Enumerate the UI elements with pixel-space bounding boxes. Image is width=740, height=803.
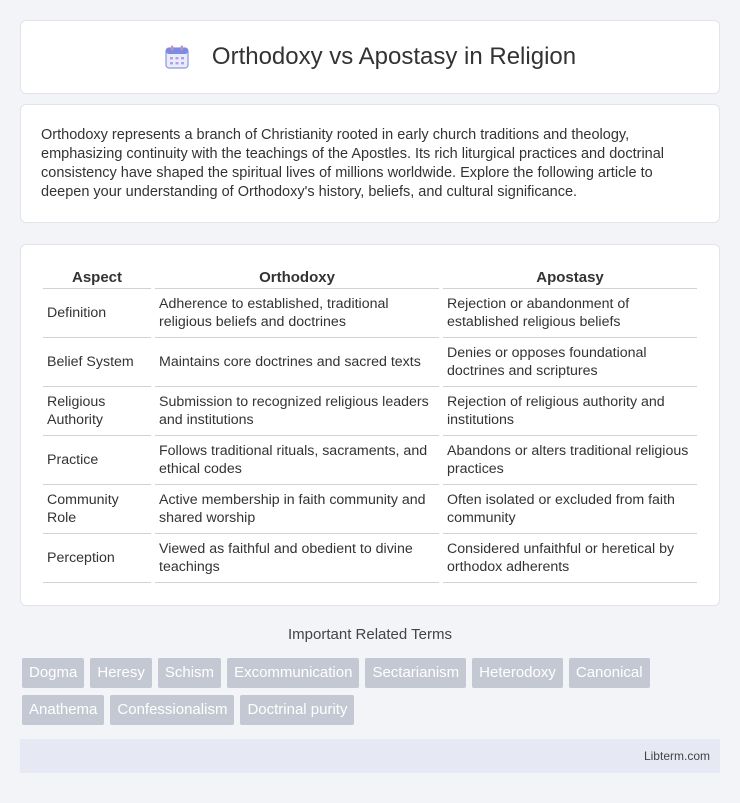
tag-heterodoxy[interactable]: Heterodoxy <box>472 658 563 688</box>
table-row <box>43 338 697 387</box>
cell-orthodoxy: Follows traditional rituals, sacraments, and ethical codes <box>155 436 439 485</box>
cell-apostasy: Rejection of religious authority and institutions <box>443 387 697 436</box>
comparison-table <box>39 265 701 583</box>
table-row <box>43 485 697 534</box>
table-row <box>43 534 697 583</box>
table-row <box>43 436 697 485</box>
tag-doctrinal-purity[interactable]: Doctrinal purity <box>240 695 354 725</box>
cell-aspect: Belief System <box>43 338 151 387</box>
footer <box>20 739 720 773</box>
page-title: Orthodoxy vs Apostasy in Religion <box>211 43 577 70</box>
cell-aspect: Community Role <box>43 485 151 534</box>
tag-anathema[interactable]: Anathema <box>22 695 104 725</box>
header-orthodoxy: Orthodoxy <box>155 265 439 289</box>
footer-site-link[interactable]: Libterm.com <box>643 749 710 763</box>
table-header-row <box>43 265 697 289</box>
cell-aspect: Practice <box>43 436 151 485</box>
cell-aspect: Definition <box>43 289 151 338</box>
tag-canonical[interactable]: Canonical <box>569 658 650 688</box>
table-row <box>43 387 697 436</box>
cell-orthodoxy: Maintains core doctrines and sacred texts <box>155 338 439 387</box>
table-row <box>43 289 697 338</box>
cell-orthodoxy: Viewed as faithful and obedient to divine teachings <box>155 534 439 583</box>
cell-orthodoxy: Active membership in faith community and shared worship <box>155 485 439 534</box>
cell-orthodoxy: Submission to recognized religious leaders and institutions <box>155 387 439 436</box>
header-aspect: Aspect <box>43 265 151 289</box>
cell-apostasy: Denies or opposes foundational doctrines and scriptures <box>443 338 697 387</box>
tag-dogma[interactable]: Dogma <box>22 658 84 688</box>
cell-orthodoxy: Adherence to established, traditional religious beliefs and doctrines <box>155 289 439 338</box>
header-apostasy: Apostasy <box>443 265 697 289</box>
tag-excommunication[interactable]: Excommunication <box>227 658 359 688</box>
related-terms-title: Important Related Terms <box>288 626 452 643</box>
tag-sectarianism[interactable]: Sectarianism <box>365 658 466 688</box>
tag-confessionalism[interactable]: Confessionalism <box>110 695 234 725</box>
cell-aspect: Perception <box>43 534 151 583</box>
intro-text: Orthodoxy represents a branch of Christianity rooted in early church traditions and theology, emphasizing continuity with the teachings of the Apostles. Its rich liturgical practices and doctrinal consistency have shaped the spiritual lives of millions worldwide. Explore the following article to deepen your understanding of Orthodoxy's history, beliefs, and cultural significance. <box>41 127 665 200</box>
cell-apostasy: Rejection or abandonment of established religious beliefs <box>443 289 697 338</box>
cell-apostasy: Often isolated or excluded from faith community <box>443 485 697 534</box>
header-card <box>20 20 720 94</box>
related-terms-tags <box>22 658 722 732</box>
intro-card <box>20 104 720 223</box>
cell-apostasy: Considered unfaithful or heretical by orthodox adherents <box>443 534 697 583</box>
comparison-table-card <box>20 244 720 606</box>
tag-schism[interactable]: Schism <box>158 658 221 688</box>
cell-apostasy: Abandons or alters traditional religious practices <box>443 436 697 485</box>
cell-aspect: Religious Authority <box>43 387 151 436</box>
tag-heresy[interactable]: Heresy <box>90 658 152 688</box>
calendar-icon <box>164 44 190 70</box>
